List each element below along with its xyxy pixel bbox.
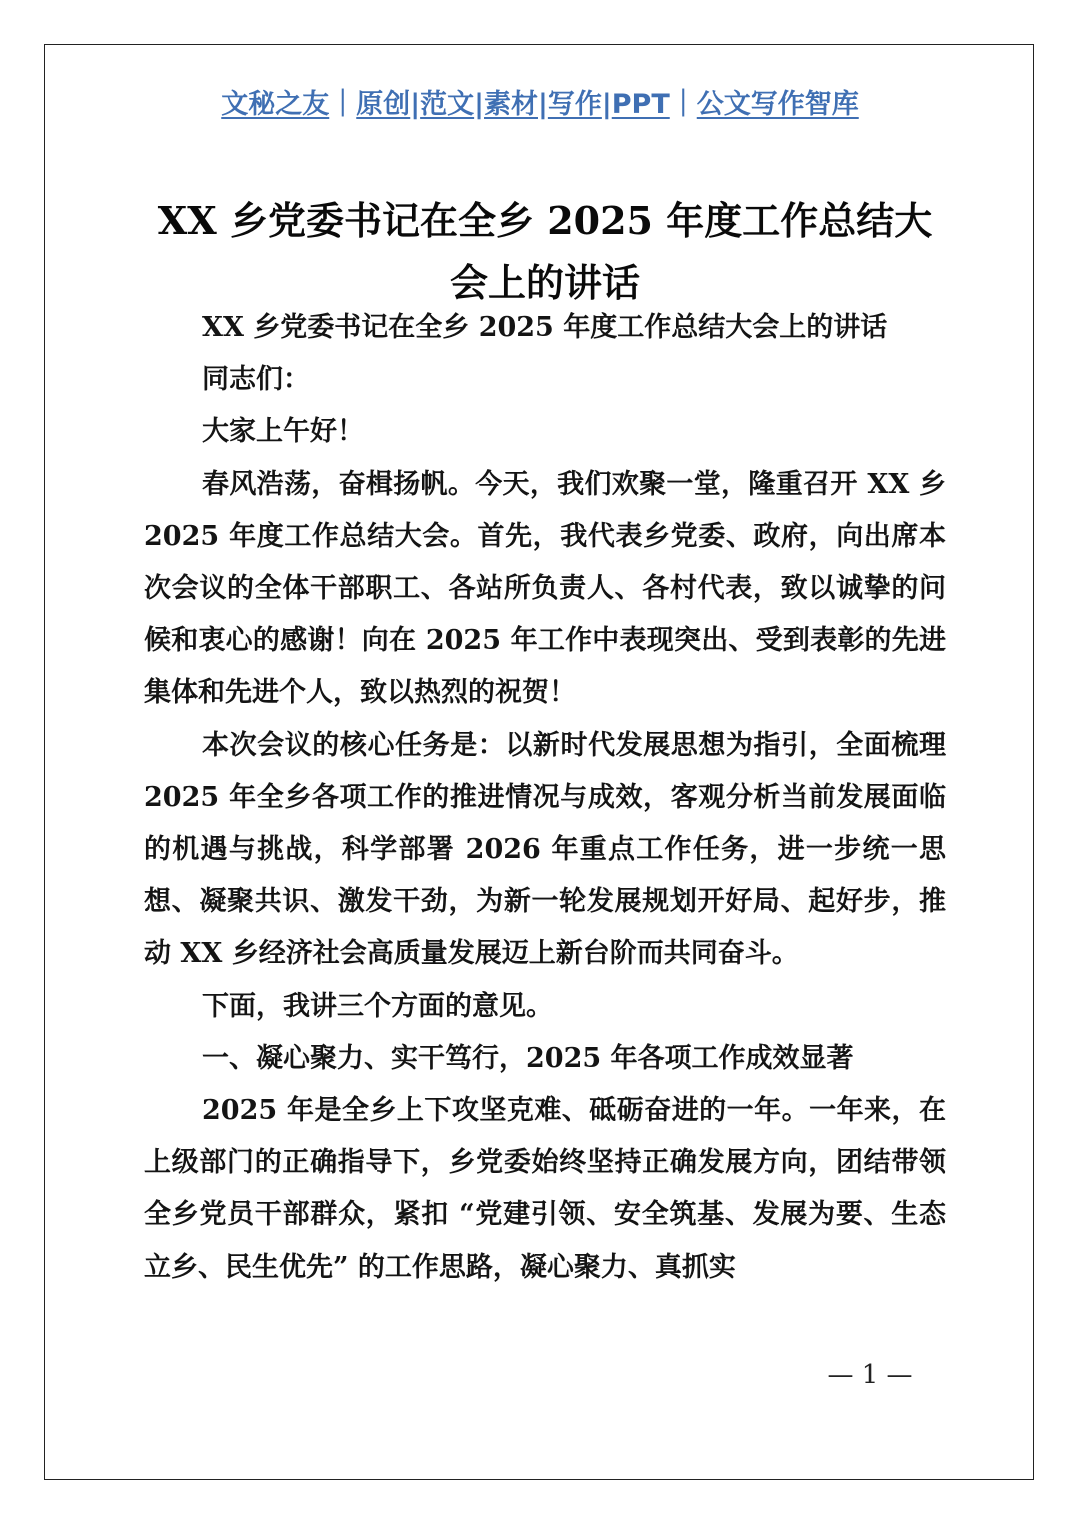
header-link-samples[interactable]: 范文 bbox=[420, 89, 475, 120]
header-banner bbox=[0, 82, 1080, 121]
header-link-materials[interactable]: 素材 bbox=[484, 89, 538, 120]
header-separator: ｜ bbox=[329, 89, 357, 120]
header-separator: | bbox=[538, 89, 548, 120]
body-paragraph: 春风浩荡，奋楫扬帆。今天，我们欢聚一堂，隆重召开 XX 乡 2025 年度工作总结大会。首先，我代表乡党委、政府，向出席本次会议的全体干部职工、各站所负责人、各村代表，致以诚挚的问候和衷心的感谢！向在 2025 年工作中表现突出、受到表彰的先进集体和先进个人，致以热烈的祝贺！ bbox=[144, 468, 946, 709]
body-paragraph: 2025 年是全乡上下攻坚克难、砥砺奋进的一年。一年来，在上级部门的正确指导下，乡党委始终坚持正确发展方向，团结带领全乡党员干部群众，紧扣 “党建引领、安全筑基、发展为要、生态立乡、民生优先” 的工作思路，凝心聚力、真抓实 bbox=[144, 1095, 946, 1283]
section-heading: 一、凝心聚力、实干笃行，2025 年各项工作成效显著 bbox=[202, 1042, 854, 1074]
header-link-ppt[interactable]: PPT bbox=[611, 89, 670, 120]
greeting-paragraph: 大家上午好！ bbox=[202, 416, 364, 448]
header-separator: | bbox=[601, 89, 612, 120]
header-link-writing[interactable]: 写作 bbox=[547, 89, 602, 120]
header-link-site[interactable]: 文秘之友 bbox=[221, 89, 330, 120]
header-link-original[interactable]: 原创 bbox=[356, 89, 411, 120]
page-number: — 1 — bbox=[827, 1360, 913, 1390]
header-separator: | bbox=[410, 89, 421, 120]
salutation-paragraph: 同志们： bbox=[202, 364, 310, 396]
body-paragraph: 本次会议的核心任务是：以新时代发展思想为指引，全面梳理 2025 年全乡各项工作的推进情况与成效，客观分析当前发展面临的机遇与挑战，科学部署 2026 年重点工作任务，进一步统一思想、凝聚共识、激发干劲，为新一轮发展规划开好局、起好步，推动 XX 乡经济社会高质量发展迈上新台阶而共同奋斗。 bbox=[144, 729, 946, 970]
document-title: XX 乡党委书记在全乡 2025 年度工作总结大会上的讲话 bbox=[157, 198, 933, 305]
subtitle-paragraph: XX 乡党委书记在全乡 2025 年度工作总结大会上的讲话 bbox=[202, 312, 888, 343]
body-paragraph: 下面，我讲三个方面的意见。 bbox=[202, 990, 553, 1022]
document-body bbox=[144, 302, 946, 1294]
header-separator: ｜ bbox=[669, 89, 697, 120]
header-separator: | bbox=[474, 89, 484, 120]
header-link-think-tank[interactable]: 公文写作智库 bbox=[696, 89, 859, 120]
